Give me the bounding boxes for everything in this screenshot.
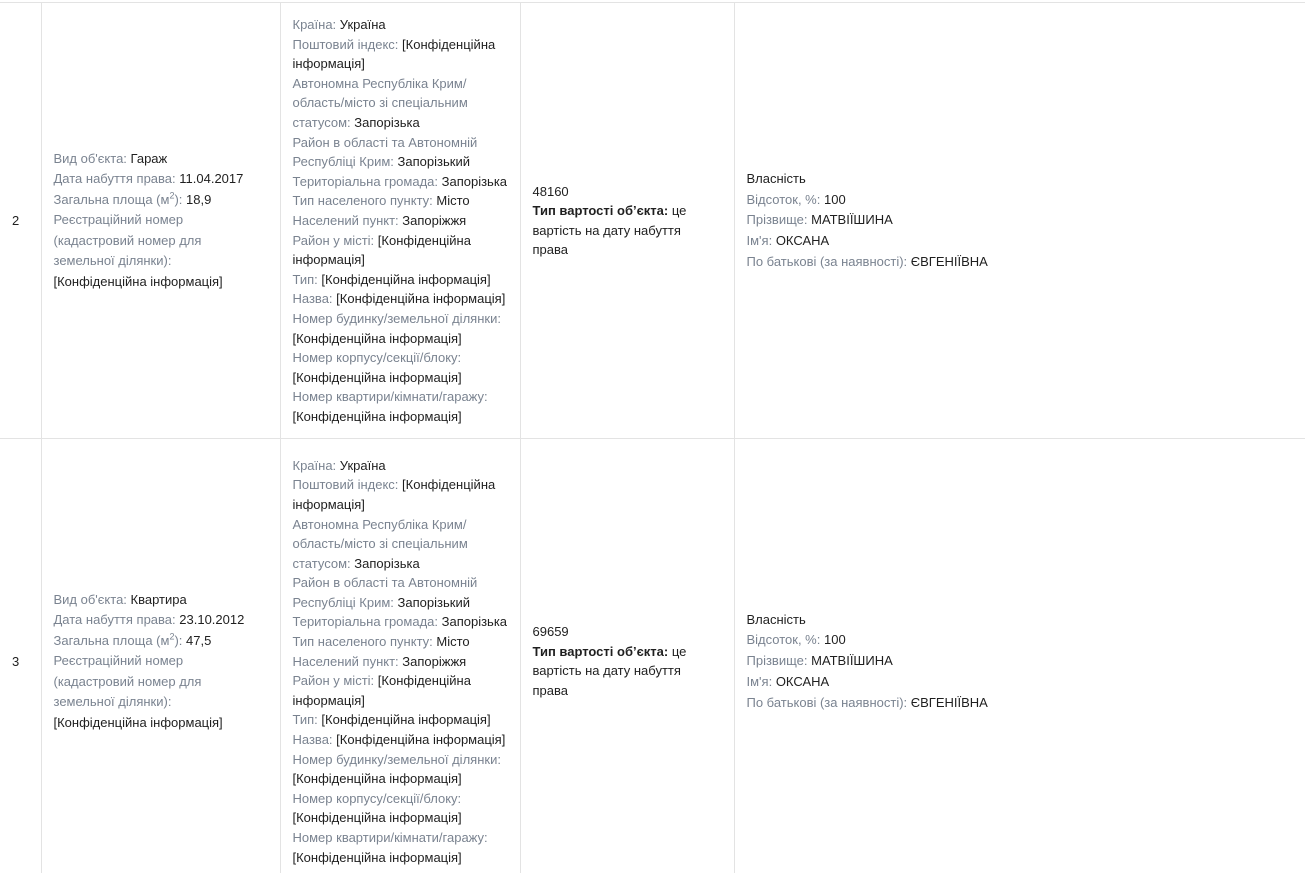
percent-value: 100	[823, 191, 846, 207]
patronymic-value: ЄВГЕНІЇВНА	[910, 694, 988, 710]
district-label: Район в області та Автономній	[292, 134, 478, 150]
city-district-value: [Конфіденційна	[377, 673, 471, 689]
reg-number-label: Реєстраційний номер	[53, 212, 184, 228]
postal-label: Поштовий індекс:	[292, 477, 399, 493]
right-type: Власність	[746, 611, 806, 627]
cost-type-label: Тип вартості об’єкта:	[532, 643, 669, 659]
city-district-label: Район у місті:	[292, 673, 375, 689]
name-value: ОКСАНА	[775, 673, 830, 689]
house-label: Номер будинку/земельної ділянки:	[292, 751, 501, 767]
apt-value: [Конфіденційна інформація]	[292, 849, 462, 865]
table-row	[0, 3, 1305, 439]
block-label: Номер корпусу/секції/блоку:	[292, 790, 462, 806]
address-cell: Країна: Україна Поштовий індекс: [Конфіденційна інформація] Автономна Республіка Крим/ область/місто зі спеціальним статусом: Запорізька Район в області та Автономній Республіці Крим: Запорізький Територіальна громада: Запорізька Тип населеного пункту: Місто Населений пункт: Запоріжжя Район у місті: [Конфіденційна інформація] Тип: [Конфіденційна інформація] Назва: [Конфіденційна інформація] Номер будинку/земельної ділянки: [Конфіденційна інформація] Номер корпусу/секції/блоку: [Конфіденційна інформація] Номер квартири/кімнати/гаражу: [Конфіденційна інформація]	[280, 439, 520, 873]
right-type: Власність	[746, 170, 806, 186]
cost-cell: 69659 Тип вартості об’єкта: це вартість на дату набуття права	[520, 439, 734, 873]
settlement-value: Запоріжжя	[402, 212, 467, 228]
cost-value: 48160	[532, 183, 569, 199]
country-label: Країна:	[292, 457, 337, 473]
district-value: Запорізький	[397, 154, 470, 170]
settlement-label: Населений пункт:	[292, 212, 399, 228]
acquisition-date-value: 11.04.2017	[179, 171, 244, 187]
object-type-label: Вид об'єкта:	[53, 591, 127, 607]
surname-value: МАТВІЇШИНА	[811, 653, 893, 669]
patronymic-label: По батькові (за наявності):	[746, 694, 908, 710]
name-label: Ім'я:	[746, 673, 773, 689]
country-value: Україна	[339, 17, 386, 32]
name-label: Ім'я:	[746, 233, 773, 249]
postal-label: Поштовий індекс:	[292, 36, 399, 52]
percent-value: 100	[823, 632, 846, 648]
object-type-value: Гараж	[130, 150, 168, 166]
surname-value: МАТВІЇШИНА	[811, 212, 893, 228]
settlement-type-value: Місто	[436, 634, 470, 650]
district-value: Запорізький	[397, 594, 470, 610]
city-district-value: [Конфіденційна	[377, 232, 471, 248]
settlement-type-label: Тип населеного пункту:	[292, 193, 433, 209]
street-type-value: [Конфіденційна інформація]	[321, 712, 491, 728]
surname-label: Прізвище:	[746, 212, 808, 228]
owner-cell	[734, 3, 1305, 439]
settlement-type-label: Тип населеного пункту:	[292, 634, 433, 650]
percent-label: Відсоток, %:	[746, 632, 821, 648]
apt-value: [Конфіденційна інформація]	[292, 408, 462, 424]
settlement-type-value: Місто	[436, 193, 470, 209]
table-row	[0, 439, 1305, 873]
country-value: Україна	[339, 457, 386, 473]
house-label: Номер будинку/земельної ділянки:	[292, 310, 501, 326]
cost-cell: 48160 Тип вартості об’єкта: це вартість на дату набуття права	[520, 3, 734, 439]
surname-label: Прізвище:	[746, 653, 808, 669]
region-value: Запорізька	[354, 555, 420, 571]
city-district-label: Район у місті:	[292, 232, 375, 248]
apt-label: Номер квартири/кімнати/гаражу:	[292, 389, 488, 405]
street-name-label: Назва:	[292, 291, 333, 307]
region-label: Автономна Республіка Крим/	[292, 516, 467, 532]
reg-number-value: [Конфіденційна інформація]	[53, 273, 223, 289]
area-label: Загальна площа $(м^2)$:	[53, 631, 183, 648]
street-type-label: Тип:	[292, 712, 318, 728]
cost-type-value: це	[671, 203, 687, 219]
name-value: ОКСАНА	[775, 233, 830, 249]
object-type-value: Квартира	[130, 591, 187, 607]
object-type-label: Вид об'єкта:	[53, 150, 127, 166]
region-value: Запорізька	[354, 114, 420, 130]
owner-cell	[734, 439, 1305, 873]
area-value: 18,9	[186, 191, 212, 207]
block-value: [Конфіденційна інформація]	[292, 810, 462, 826]
object-cell: Вид об'єкта: Гараж Дата набуття права: 11.04.2017 Загальна площа $(м^2)$: 18,9 Реєстраційний номер (кадастровий номер для земельної ділянки): [Конфіденційна інформація]	[41, 3, 280, 439]
postal-value: [Конфіденційна	[402, 477, 496, 493]
area-value: 47,5	[186, 632, 212, 648]
street-type-value: [Конфіденційна інформація]	[321, 271, 491, 287]
settlement-value: Запоріжжя	[402, 653, 467, 669]
area-label: Загальна площа $(м^2)$:	[53, 190, 183, 207]
postal-value: [Конфіденційна	[402, 36, 496, 52]
community-value: Запорізька	[441, 614, 508, 630]
street-name-value: [Конфіденційна інформація]	[336, 732, 506, 748]
community-label: Територіальна громада:	[292, 614, 438, 630]
region-label: Автономна Республіка Крим/	[292, 75, 467, 91]
street-type-label: Тип:	[292, 271, 318, 287]
row-number: 3	[0, 439, 41, 873]
reg-number-value: [Конфіденційна інформація]	[53, 714, 223, 730]
block-value: [Конфіденційна інформація]	[292, 369, 462, 385]
acquisition-date-label: Дата набуття права:	[53, 171, 176, 187]
street-name-label: Назва:	[292, 732, 333, 748]
patronymic-label: По батькові (за наявності):	[746, 253, 908, 269]
acquisition-date-value: 23.10.2012	[179, 612, 245, 628]
street-name-value: [Конфіденційна інформація]	[336, 291, 506, 307]
percent-label: Відсоток, %:	[746, 191, 821, 207]
block-label: Номер корпусу/секції/блоку:	[292, 350, 462, 366]
house-value: [Конфіденційна інформація]	[292, 771, 462, 787]
apt-label: Номер квартири/кімнати/гаражу:	[292, 830, 488, 846]
cost-value: 69659	[532, 624, 569, 640]
cost-type-value: це	[671, 643, 687, 659]
district-label: Район в області та Автономній	[292, 575, 478, 591]
community-label: Територіальна громада:	[292, 173, 438, 189]
acquisition-date-label: Дата набуття права:	[53, 612, 176, 628]
community-value: Запорізька	[441, 173, 508, 189]
house-value: [Конфіденційна інформація]	[292, 330, 462, 346]
cost-type-label: Тип вартості об’єкта:	[532, 203, 669, 219]
address-cell: Країна: Україна Поштовий індекс: [Конфіденційна інформація] Автономна Республіка Крим/ область/місто зі спеціальним статусом: Запорізька Район в області та Автономній Республіці Крим: Запорізький Територіальна громада: Запорізька Тип населеного пункту: Місто Населений пункт: Запоріжжя Район у місті: [Конфіденційна інформація] Тип: [Конфіденційна інформація] Назва: [Конфіденційна інформація] Номер будинку/земельної ділянки: [Конфіденційна інформація] Номер корпусу/секції/блоку: [Конфіденційна інформація] Номер квартири/кімнати/гаражу: [Конфіденційна інформація]	[280, 3, 520, 439]
row-number: 2	[0, 3, 41, 439]
country-label: Країна:	[292, 17, 337, 32]
reg-number-label: Реєстраційний номер	[53, 653, 184, 669]
settlement-label: Населений пункт:	[292, 653, 399, 669]
declaration-table	[0, 2, 1305, 873]
object-cell: Вид об'єкта: Квартира Дата набуття права: 23.10.2012 Загальна площа $(м^2)$: 47,5 Реєстраційний номер (кадастровий номер для земельної ділянки): [Конфіденційна інформація]	[41, 439, 280, 873]
patronymic-value: ЄВГЕНІЇВНА	[910, 253, 988, 269]
